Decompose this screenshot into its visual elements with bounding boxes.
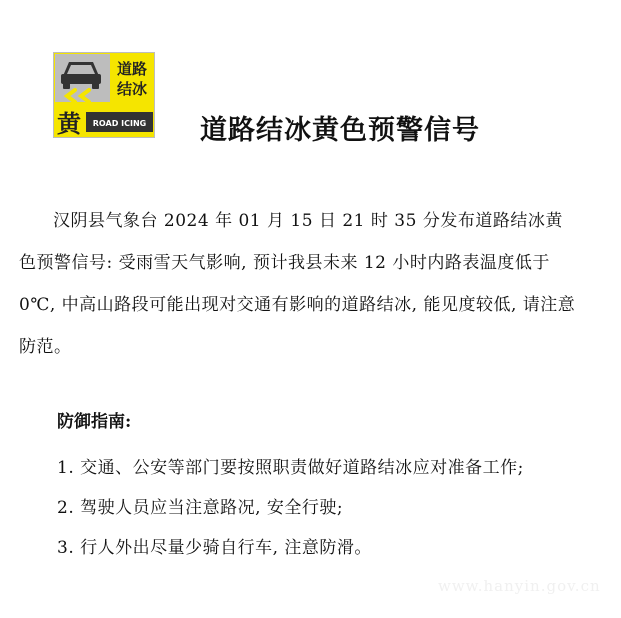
watermark: www.hanyin.gov.cn — [438, 577, 601, 595]
guide-list — [57, 448, 524, 568]
guide-heading: 防御指南: — [57, 412, 132, 432]
signal-label-line2: 结冰 — [116, 80, 148, 98]
signal-english-label: ROAD ICING — [92, 119, 147, 128]
guide-item: 2. 驾驶人员应当注意路况, 安全行驶; — [57, 498, 344, 518]
road-icing-yellow-signal-icon — [53, 52, 155, 138]
guide-item: 1. 交通、公安等部门要按照职责做好道路结冰应对准备工作; — [57, 458, 524, 478]
guide-item: 3. 行人外出尽量少骑自行车, 注意防滑。 — [57, 538, 372, 558]
announcement-paragraph: 汉阴县气象台 2024 年 01 月 15 日 21 时 35 分发布道路结冰黄色预警信号: 受雨雪天气影响, 预计我县未来 12 小时内路表温度低于 0℃, 中高山路段可能出现对交通有影响的道路结冰, 能见度较低, 请注意防范。 — [19, 211, 576, 357]
signal-level-char: 黄 — [57, 110, 81, 138]
signal-label-line1: 道路 — [116, 60, 148, 78]
page-title: 道路结冰黄色预警信号 — [200, 115, 480, 146]
